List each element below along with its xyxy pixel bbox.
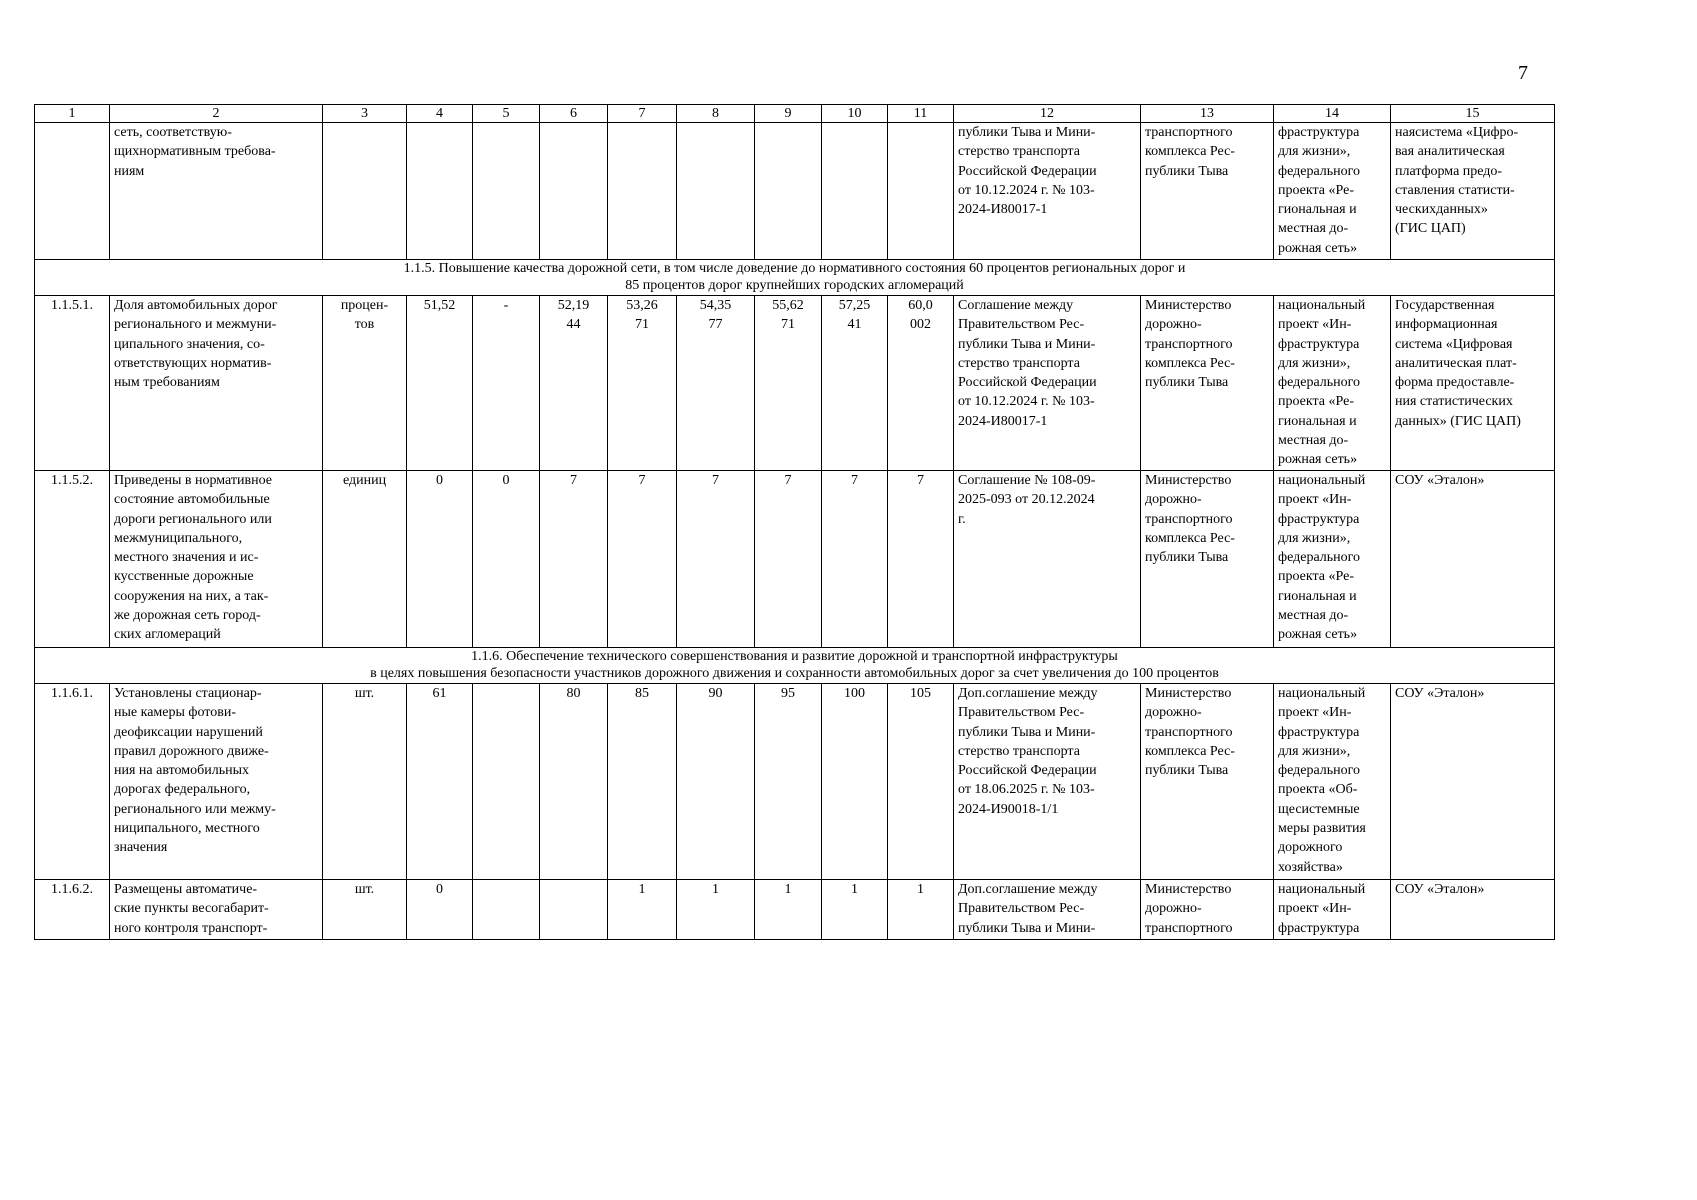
column-number: 3 [323, 105, 407, 123]
column-number: 13 [1141, 105, 1274, 123]
column-number: 14 [1274, 105, 1391, 123]
section-header-1-1-5 [35, 260, 1555, 296]
column-number: 12 [954, 105, 1141, 123]
national-project: фраструктура для жизни», федерального проекта «Ре- гиональная и местная до- рожная сеть» [1274, 123, 1391, 260]
national-project: национальный проект «Ин- фраструктура для жизни», федерального проекта «Об- щесистемные меры развития дорожного хозяйства» [1274, 684, 1391, 880]
value-col-4 [407, 123, 473, 260]
national-project: национальный проект «Ин- фраструктура для жизни», федерального проекта «Ре- гиональная и местная до- рожная сеть» [1274, 296, 1391, 471]
value-col-10: 1 [822, 880, 888, 940]
value-col-8: 1 [677, 880, 755, 940]
column-number: 2 [110, 105, 323, 123]
row-number [35, 123, 110, 260]
responsible-organization: Министерство дорожно- транспортного комплекса Рес- публики Тыва [1141, 684, 1274, 880]
value-col-4: 0 [407, 471, 473, 648]
value-col-8: 90 [677, 684, 755, 880]
value-col-6 [540, 880, 608, 940]
column-number: 9 [755, 105, 822, 123]
value-col-8: 7 [677, 471, 755, 648]
data-source: СОУ «Эталон» [1391, 684, 1555, 880]
value-col-8 [677, 123, 755, 260]
value-col-4: 51,52 [407, 296, 473, 471]
column-number: 4 [407, 105, 473, 123]
value-col-5 [473, 123, 540, 260]
responsible-organization: транспортного комплекса Рес- публики Тыва [1141, 123, 1274, 260]
agreement-document: публики Тыва и Мини- стерство транспорта Российской Федерации от 10.12.2024 г. № 103- 2024-И80017-1 [954, 123, 1141, 260]
data-source: наясистема «Цифро- вая аналитическая платформа предо- ставления статисти- ческихданных» (ГИС ЦАП) [1391, 123, 1555, 260]
value-col-9: 95 [755, 684, 822, 880]
indicator-name: Размещены автоматиче- ские пункты весогабарит- ного контроля транспорт- [110, 880, 323, 940]
agreement-document: Соглашение № 108-09- 2025-093 от 20.12.2024 г. [954, 471, 1141, 648]
agreement-document: Доп.соглашение между Правительством Рес- публики Тыва и Мини- [954, 880, 1141, 940]
indicator-name: Приведены в нормативное состояние автомобильные дороги регионального или межмуниципального, местного значения и ис- кусственные дорожные сооружения на них, а так- же дорожная сеть город- ских агломераций [110, 471, 323, 648]
value-col-6: 80 [540, 684, 608, 880]
responsible-organization: Министерство дорожно- транспортного комплекса Рес- публики Тыва [1141, 471, 1274, 648]
national-project: национальный проект «Ин- фраструктура [1274, 880, 1391, 940]
value-col-9 [755, 123, 822, 260]
value-col-10: 100 [822, 684, 888, 880]
agreement-document: Доп.соглашение между Правительством Рес- публики Тыва и Мини- стерство транспорта Российской Федерации от 18.06.2025 г. № 103- 2024-И90018-1/1 [954, 684, 1141, 880]
value-col-7: 1 [608, 880, 677, 940]
table-row [35, 880, 1555, 940]
value-col-10: 7 [822, 471, 888, 648]
data-source: Государственная информационная система «Цифровая аналитическая плат- форма предоставле- ния статистических данных» (ГИС ЦАП) [1391, 296, 1555, 471]
row-number: 1.1.5.2. [35, 471, 110, 648]
value-col-7: 85 [608, 684, 677, 880]
table-body [35, 105, 1555, 940]
value-col-6 [540, 123, 608, 260]
column-number: 8 [677, 105, 755, 123]
table-row [35, 296, 1555, 471]
value-col-4: 0 [407, 880, 473, 940]
value-col-7: 7 [608, 471, 677, 648]
column-number: 6 [540, 105, 608, 123]
data-source: СОУ «Эталон» [1391, 471, 1555, 648]
value-col-6: 7 [540, 471, 608, 648]
value-col-6: 52,19 44 [540, 296, 608, 471]
column-number: 10 [822, 105, 888, 123]
value-col-11: 7 [888, 471, 954, 648]
column-number-row [35, 105, 1555, 123]
agreement-document: Соглашение между Правительством Рес- публики Тыва и Мини- стерство транспорта Российской Федерации от 10.12.2024 г. № 103- 2024-И80017-1 [954, 296, 1141, 471]
responsible-organization: Министерство дорожно- транспортного комплекса Рес- публики Тыва [1141, 296, 1274, 471]
value-col-5: - [473, 296, 540, 471]
value-col-11: 1 [888, 880, 954, 940]
value-col-7: 53,26 71 [608, 296, 677, 471]
row-number: 1.1.6.2. [35, 880, 110, 940]
value-col-10 [822, 123, 888, 260]
section-header-1-1-6 [35, 648, 1555, 684]
column-number: 5 [473, 105, 540, 123]
indicator-name: Доля автомобильных дорог регионального и межмуни- ципального значения, со- ответствующих норматив- ным требованиям [110, 296, 323, 471]
unit: единиц [323, 471, 407, 648]
value-col-11: 60,0 002 [888, 296, 954, 471]
value-col-5 [473, 880, 540, 940]
value-col-11: 105 [888, 684, 954, 880]
value-col-9: 7 [755, 471, 822, 648]
value-col-8: 54,35 77 [677, 296, 755, 471]
column-number: 1 [35, 105, 110, 123]
table-row [35, 471, 1555, 648]
section-title: 1.1.5. Повышение качества дорожной сети, в том числе доведение до нормативного состояния 60 процентов региональных дорог и 85 процентов дорог крупнейших городских агломераций [35, 260, 1555, 296]
column-number: 15 [1391, 105, 1555, 123]
page-number: 7 [1518, 62, 1528, 84]
value-col-10: 57,25 41 [822, 296, 888, 471]
section-title: 1.1.6. Обеспечение технического совершенствования и развитие дорожной и транспортной инфраструктуры в целях повышения безопасности участников дорожного движения и сохранности автомобильных дорог за счет увеличения до 100 процентов [35, 648, 1555, 684]
unit [323, 123, 407, 260]
value-col-4: 61 [407, 684, 473, 880]
table-row [35, 123, 1555, 260]
value-col-9: 55,62 71 [755, 296, 822, 471]
indicator-name: Установлены стационар- ные камеры фотови- деофиксации нарушений правил дорожного движе- ния на автомобильных дорогах федерального, регионального или межму- ниципального, местного значения [110, 684, 323, 880]
value-col-7 [608, 123, 677, 260]
value-col-5 [473, 684, 540, 880]
row-number: 1.1.5.1. [35, 296, 110, 471]
indicator-name: сеть, соответствую- щихнормативным требова- ниям [110, 123, 323, 260]
unit: шт. [323, 880, 407, 940]
unit: процен- тов [323, 296, 407, 471]
column-number: 11 [888, 105, 954, 123]
responsible-organization: Министерство дорожно- транспортного [1141, 880, 1274, 940]
indicators-table [34, 104, 1555, 940]
unit: шт. [323, 684, 407, 880]
value-col-5: 0 [473, 471, 540, 648]
table-row [35, 684, 1555, 880]
column-number: 7 [608, 105, 677, 123]
row-number: 1.1.6.1. [35, 684, 110, 880]
data-source: СОУ «Эталон» [1391, 880, 1555, 940]
value-col-11 [888, 123, 954, 260]
value-col-9: 1 [755, 880, 822, 940]
national-project: национальный проект «Ин- фраструктура для жизни», федерального проекта «Ре- гиональная и местная до- рожная сеть» [1274, 471, 1391, 648]
